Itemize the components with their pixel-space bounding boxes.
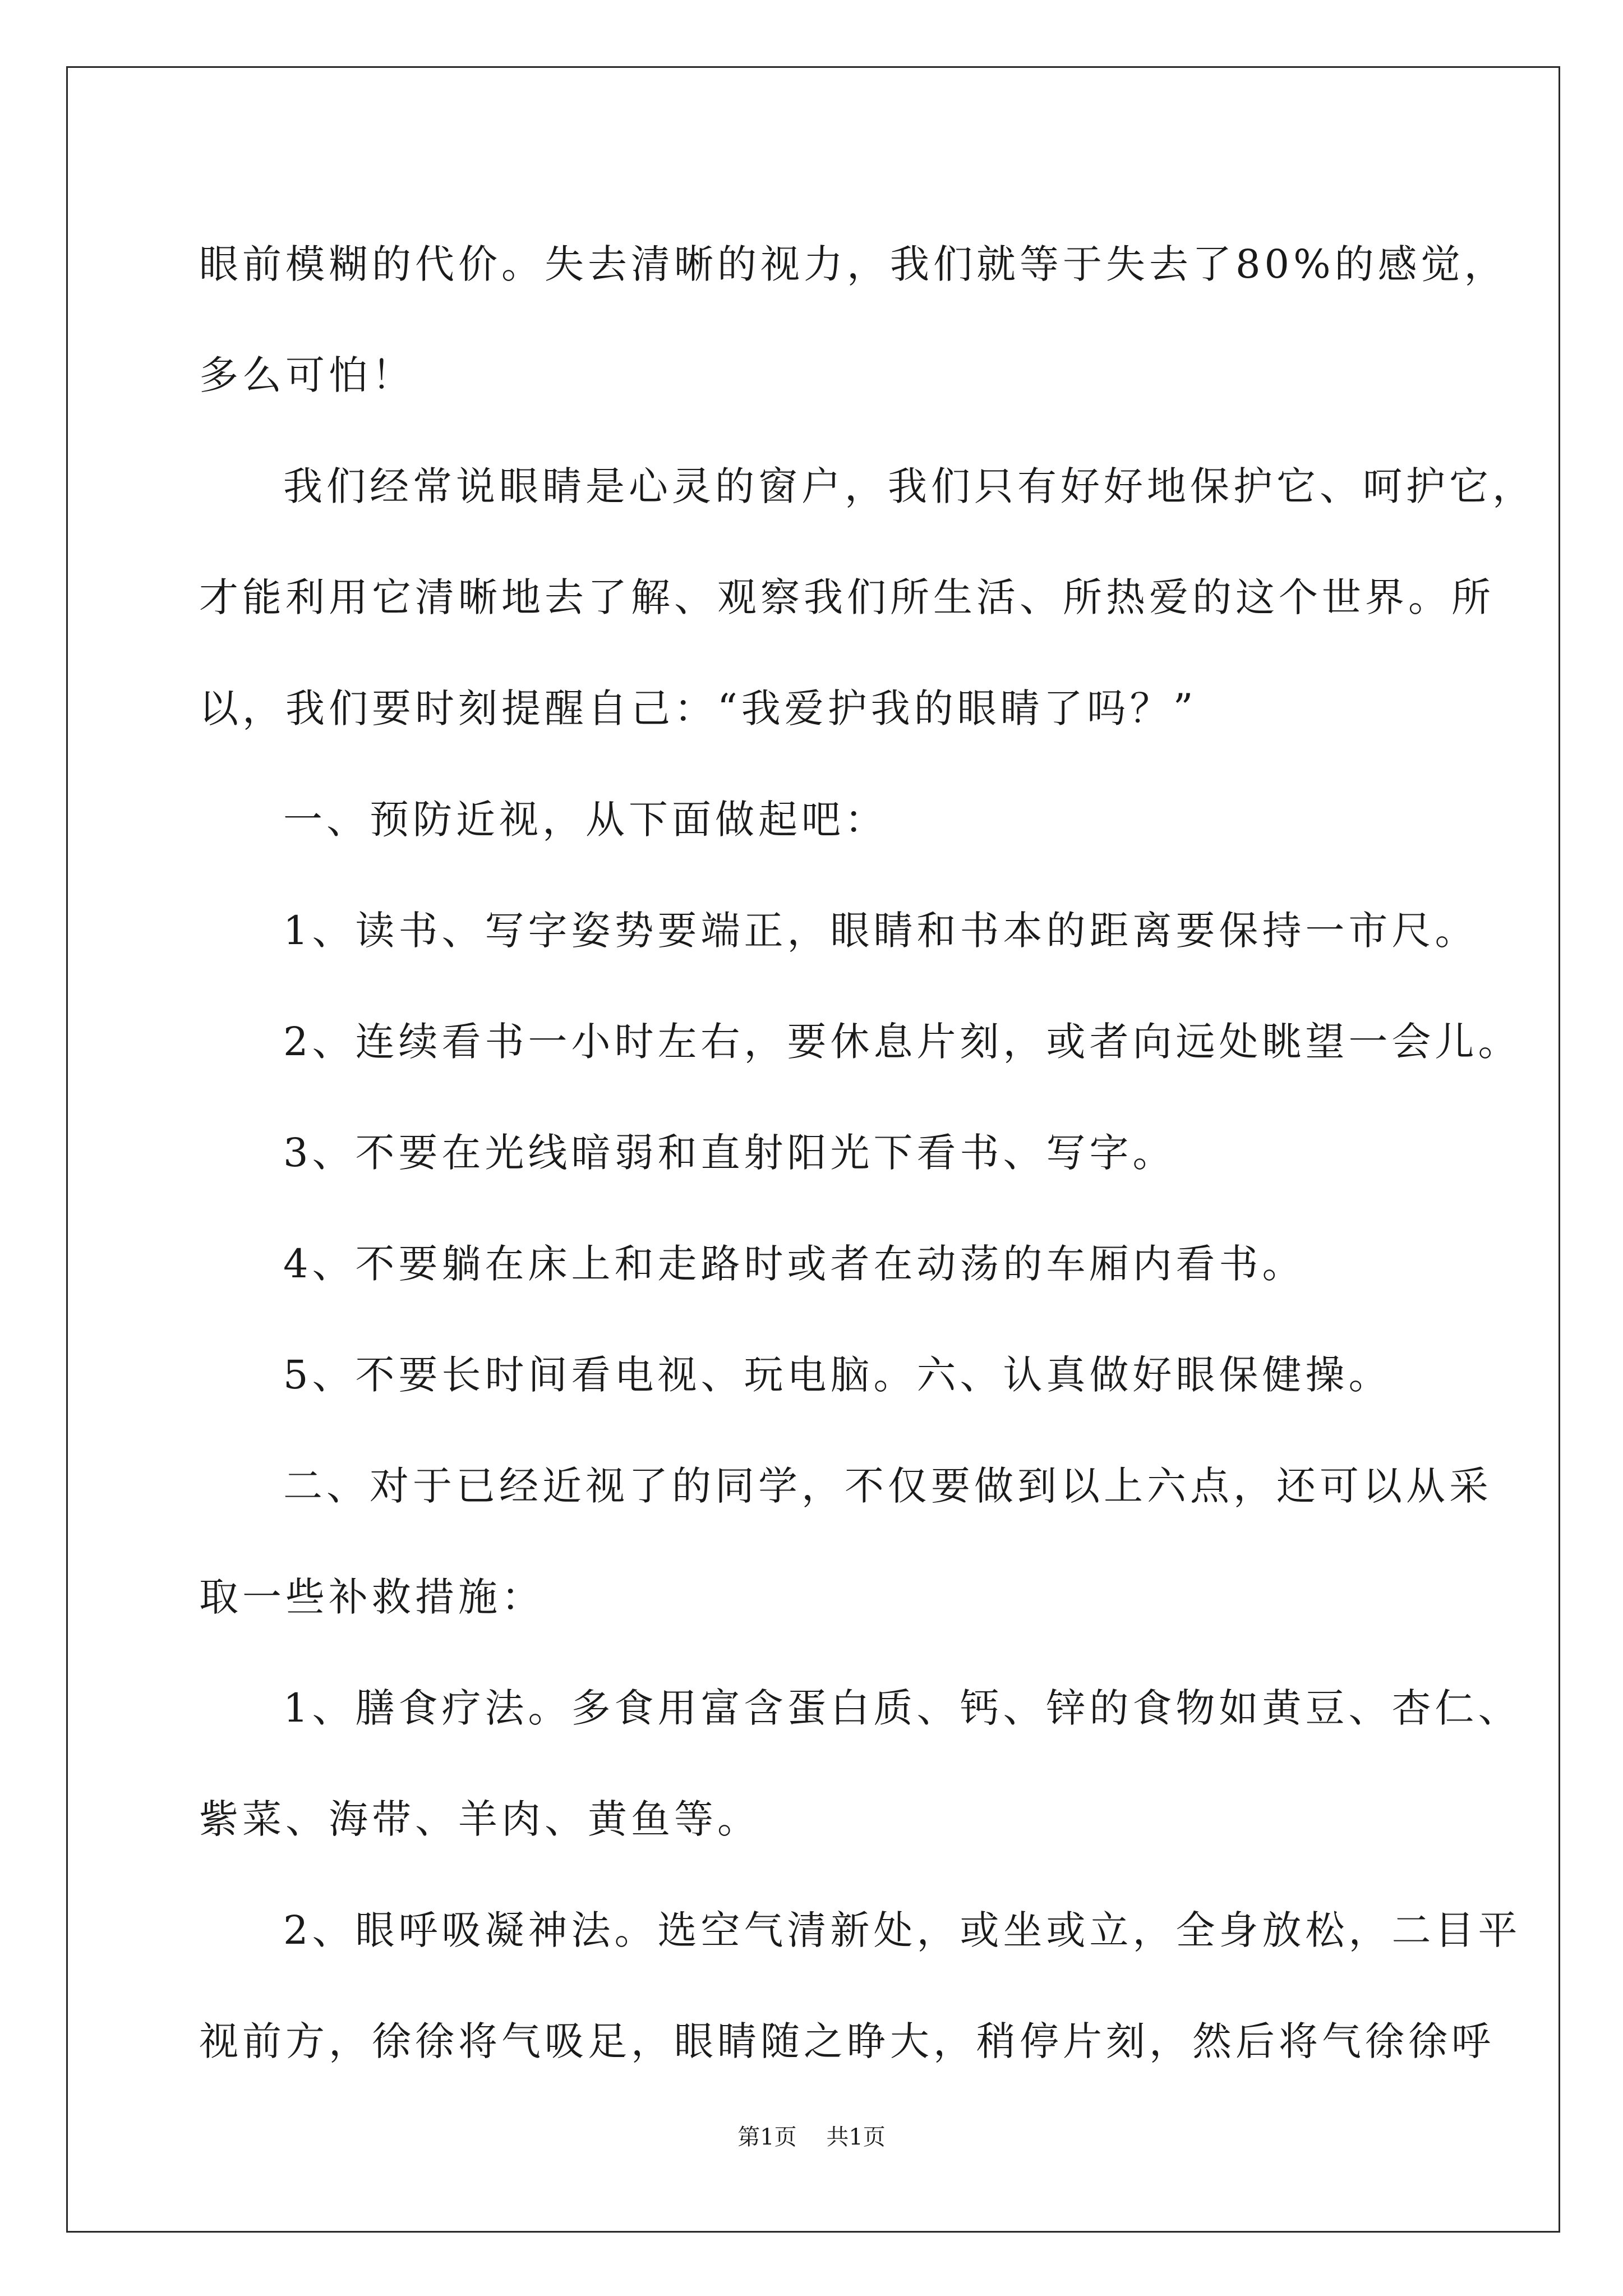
page-total: 共1页 (826, 2124, 886, 2150)
list-item: 5、不要长时间看电视、玩电脑。六、认真做好眼保健操。 (283, 1352, 1392, 1398)
list-item: 1、读书、写字姿势要端正，眼睛和书本的距离要保持一市尺。 (283, 908, 1478, 954)
text-line: 多么可怕！ (199, 352, 415, 398)
page-footer (0, 2120, 1623, 2154)
page-number: 第1页 (737, 2124, 797, 2150)
text-line: 才能利用它清晰地去了解、观察我们所生活、所热爱的这个世界。所 (199, 574, 1495, 620)
section-heading: 二、对于已经近视了的同学，不仅要做到以上六点，还可以从采 (283, 1463, 1492, 1509)
document-body (199, 209, 1536, 2097)
text-line: 取一些补救措施： (199, 1574, 545, 1620)
text-line: 以，我们要时刻提醒自己：“我爱护我的眼睛了吗？” (199, 685, 1197, 731)
list-item: 2、眼呼吸凝神法。选空气清新处，或坐或立，全身放松，二目平 (283, 1907, 1521, 1953)
text-line: 我们经常说眼睛是心灵的窗户，我们只有好好地保护它、呵护它， (283, 463, 1536, 509)
text-line: 紫菜、海带、羊肉、黄鱼等。 (199, 1796, 760, 1842)
text-line: 眼前模糊的代价。失去清晰的视力，我们就等于失去了80%的感觉， (199, 241, 1507, 287)
list-item: 1、膳食疗法。多食用富含蛋白质、钙、锌的食物如黄豆、杏仁、 (283, 1685, 1521, 1731)
section-heading: 一、预防近视，从下面做起吧： (283, 797, 888, 843)
list-item: 4、不要躺在床上和走路时或者在动荡的车厢内看书。 (283, 1241, 1306, 1287)
text-line: 视前方，徐徐将气吸足，眼睛随之睁大，稍停片刻，然后将气徐徐呼 (199, 2018, 1495, 2064)
list-item: 3、不要在光线暗弱和直射阳光下看书、写字。 (283, 1130, 1176, 1176)
list-item: 2、连续看书一小时左右，要休息片刻，或者向远处眺望一会儿。 (283, 1019, 1521, 1065)
